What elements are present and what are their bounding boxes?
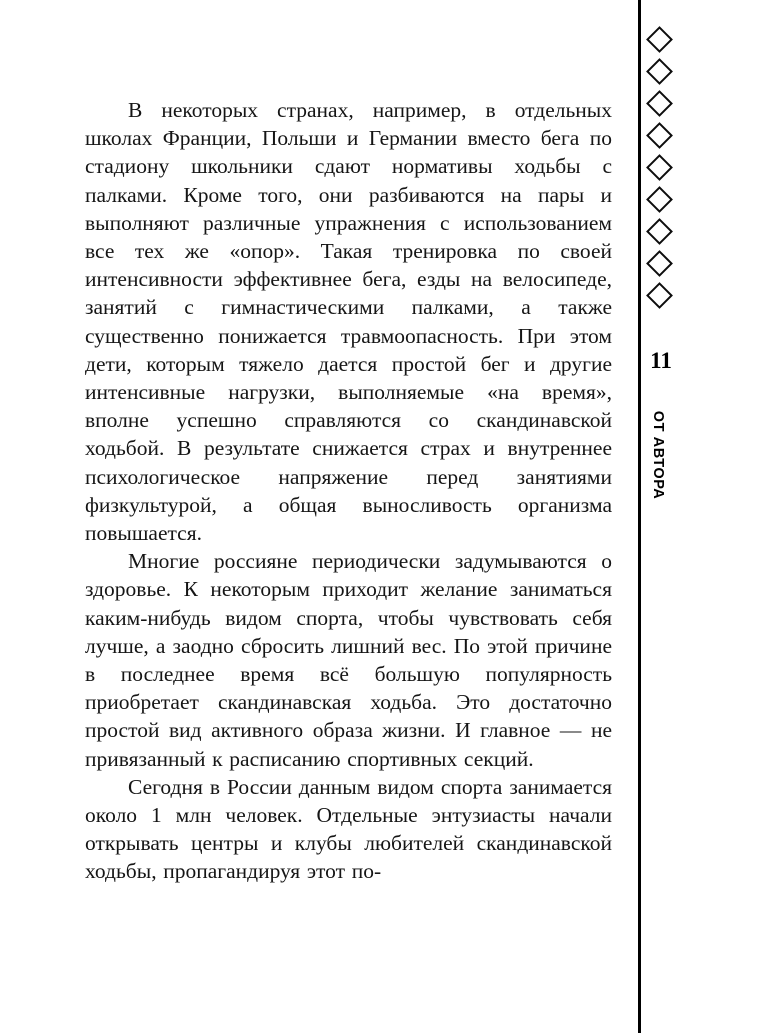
diamond-ornament-icon: [646, 122, 673, 149]
paragraph: Многие россияне периодически задумываются о здоровье. К некоторым приходит желание заниматься каким-нибудь видом спорта, чтобы чувствовать себя лучше, а заодно сбросить лишний вес. По этой причине в последнее время всё большую популярность приобретает скандинавская ходьба. Это достаточно простой вид активного образа жизни. И главное — не привязанный к расписанию спортивных секций.: [85, 549, 612, 771]
diamond-ornament-icon: [646, 250, 673, 277]
diamond-ornament-icon: [646, 90, 673, 117]
paragraph: Сегодня в России данным видом спорта занимается около 1 млн человек. Отдельные энтузиасты начали открывать центры и клубы любителей скандинавской ходьбы, пропагандируя этот по-: [85, 774, 612, 884]
body-text: [85, 96, 612, 886]
section-label: ОТ АВТОРА: [650, 410, 666, 500]
diamond-ornament-icon: [646, 218, 673, 245]
ornament-column: [641, 28, 677, 307]
diamond-ornament-icon: [646, 186, 673, 213]
diamond-ornament-icon: [646, 26, 673, 53]
diamond-ornament-icon: [646, 154, 673, 181]
page-number: 11: [650, 348, 672, 373]
diamond-ornament-icon: [646, 282, 673, 309]
paragraph: В некоторых странах, например, в отдельных школах Франции, Польши и Германии вместо бега по стадиону школьники сдают нормативы ходьбы с палками. Кроме того, они разбиваются на пары и выполняют различные упражнения с использованием все тех же «опор». Такая тренировка по своей интенсивности эффективнее бега, езды на велосипеде, занятий с гимнастическими палками, а также существенно понижается травмоопасность. При этом дети, которым тяжело дается простой бег и другие интенсивные нагрузки, выполняемые «на время», вполне успешно справляются со скандинавской ходьбой. В результате снижается страх и внутреннее психологическое напряжение перед занятиями физкультурой, а общая выносливость организма повышается.: [85, 98, 612, 546]
diamond-ornament-icon: [646, 58, 673, 85]
